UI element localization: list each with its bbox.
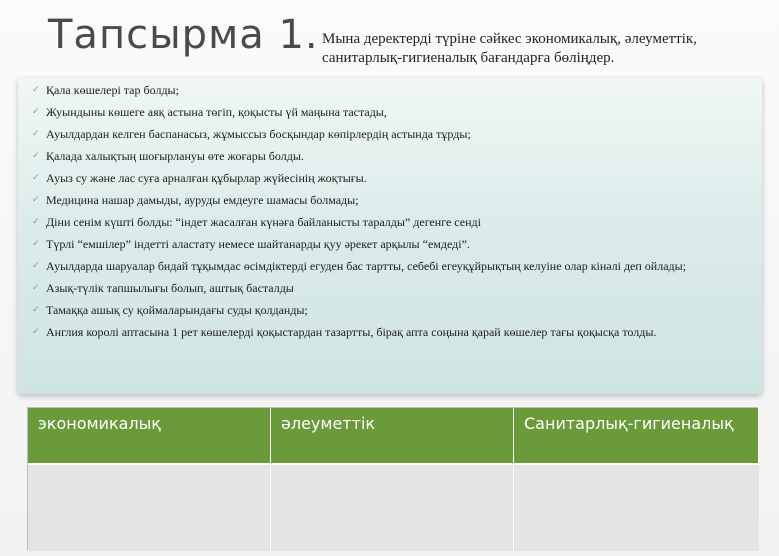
statement-item	[32, 149, 746, 164]
checkmark-icon: ✓	[32, 261, 40, 271]
checkmark-icon: ✓	[32, 283, 40, 293]
statement-text: Англия королі аптасына 1 рет көшелерді қоқыстардан тазартты, бірақ апта соңына қарай көшелер тағы қоқысқа толды.	[46, 325, 657, 339]
statement-item	[32, 83, 746, 98]
statement-text: Ауыз су және лас суға арналған құбырлар жүйесінің жоқтығы.	[46, 171, 367, 185]
answer-cell-sanitary[interactable]	[514, 463, 759, 551]
statement-text: Ауылдардан келген баспанасыз, жұмыссыз босқындар көпірлердің астында тұрды;	[46, 127, 471, 141]
checkmark-icon: ✓	[32, 107, 40, 117]
statement-text: Діни сенім күшті болды: “індет жасалған күнәға байланысты таралды” дегенге сенді	[46, 215, 481, 229]
checkmark-icon: ✓	[32, 327, 40, 337]
statement-text: Тамаққа ашық су қоймаларындағы суды қолданды;	[46, 303, 308, 317]
checkmark-icon: ✓	[32, 217, 40, 227]
answer-cell-economic[interactable]	[28, 463, 271, 551]
statements-panel	[18, 78, 762, 394]
statement-text: Ауылдарда шаруалар бидай тұқымдас өсімдіктерді егуден бас тартты, себебі егеуқұйрықтың келуіне олар кінәлі деп ойлады;	[46, 259, 687, 273]
statement-text: Түрлі “емшілер” індетті аластату немесе шайтанарды қуу әрекет арқылы “емдеді”.	[46, 237, 470, 251]
statement-item	[32, 193, 746, 208]
statement-item	[32, 105, 746, 120]
classification-table	[27, 407, 758, 550]
checkmark-icon: ✓	[32, 195, 40, 205]
statement-item	[32, 171, 746, 186]
checkmark-icon: ✓	[32, 85, 40, 95]
checkmark-icon: ✓	[32, 151, 40, 161]
header	[0, 0, 779, 78]
statement-item	[32, 237, 746, 252]
column-header-sanitary: Санитарлық-гигиеналық	[514, 408, 759, 463]
statement-item	[32, 303, 746, 318]
statement-text: Азық-түлік тапшылығы болып, аштық басталды	[46, 281, 294, 295]
checkmark-icon: ✓	[32, 305, 40, 315]
statement-text: Қалада халықтың шоғырлануы өте жоғары болды.	[46, 149, 304, 163]
statement-item	[32, 259, 746, 274]
statement-item	[32, 127, 746, 142]
checkmark-icon: ✓	[32, 239, 40, 249]
statement-text: Қала көшелері тар болды;	[46, 83, 179, 97]
statement-text: Медицина нашар дамыды, ауруды емдеуге шамасы болмады;	[46, 193, 359, 207]
page-title: Тапсырма 1.	[48, 12, 319, 58]
answer-cell-social[interactable]	[271, 463, 514, 551]
statement-item	[32, 215, 746, 230]
statement-text: Жуындыны көшеге аяқ астына төгіп, қоқысты үй маңына тастады,	[46, 105, 387, 119]
checkmark-icon: ✓	[32, 129, 40, 139]
statement-item	[32, 281, 746, 296]
column-header-economic: экономикалық	[28, 408, 271, 463]
task-instruction: Мына деректерді түріне сәйкес экономикалық, әлеуметтік, санитарлық-гигиеналық бағандарға бөліңдер.	[322, 31, 697, 66]
statement-item	[32, 325, 746, 340]
column-header-social: әлеуметтік	[271, 408, 514, 463]
checkmark-icon: ✓	[32, 173, 40, 183]
